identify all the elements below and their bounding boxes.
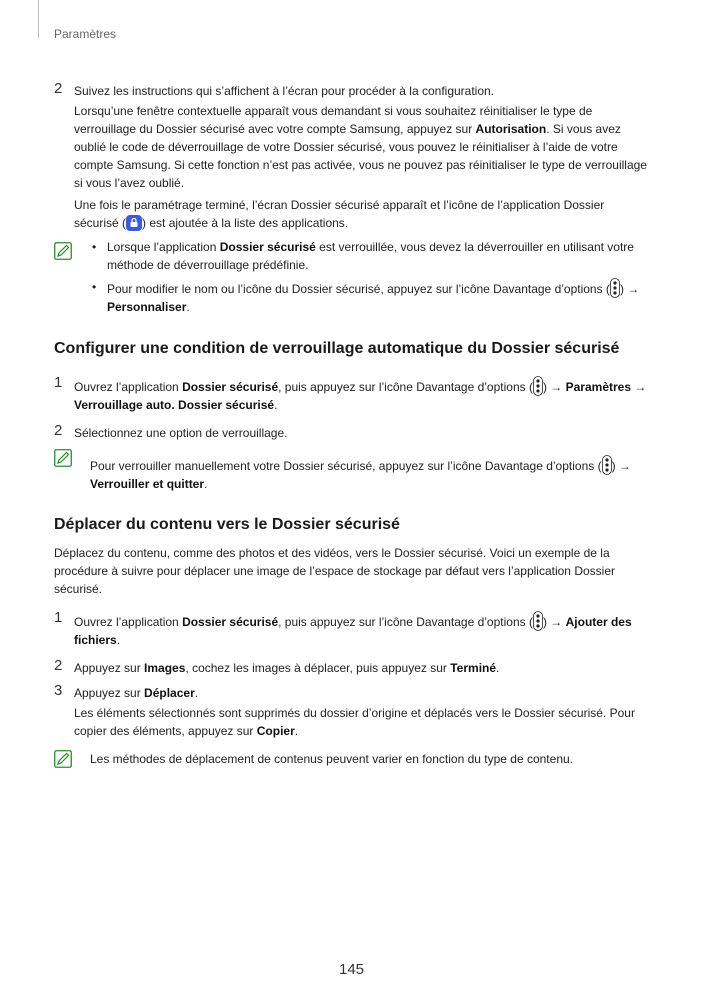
step-number: 2 [54, 80, 63, 97]
section-2-step-1: 1 Ouvrez l’application Dossier sécurisé, puis appuyez sur l’icône Davantage d’options ( ) → Paramètres → Verrouillage auto. Dossier sécurisé. [54, 374, 647, 412]
section-3-intro: Déplacez du contenu, comme des photos et des vidéos, vers le Dossier sécurisé. Voici un exemple de la procédure à suivre pour déplacer une image de l’espace de stockage par défaut vers l’application Dossier sécurisé. [54, 546, 615, 596]
note-3: Les méthodes de déplacement de contenus peuvent varier en fonction du type de contenu. [54, 750, 651, 768]
section-heading: Configurer une condition de verrouillage automatique du Dossier sécurisé [54, 340, 620, 357]
section-3-step-2: 2 Appuyez sur Images, cochez les images à déplacer, puis appuyez sur Terminé. [54, 657, 500, 675]
step-number: 3 [54, 682, 63, 699]
page-number: 145 [338, 961, 365, 978]
section-label: Paramètres [54, 27, 117, 41]
note-bullet: • Pour modifier le nom ou l’icône du Dossier sécurisé, appuyez sur l’icône Davantage d’options ( ) → Personnaliser. [92, 280, 640, 314]
step-number: 2 [54, 422, 63, 439]
step-text: Suivez les instructions qui s’affichent à l’écran pour procéder à la configuration. [74, 84, 495, 98]
more-options-icon [533, 376, 543, 396]
note-1 [54, 238, 651, 316]
more-options-icon [602, 455, 612, 475]
more-options-icon [533, 611, 543, 631]
setup-complete-paragraph: Une fois le paramétrage terminé, l’écran Dossier sécurisé apparaît et l’icône de l’application Dossier sécurisé ( ) est ajoutée à la liste des applications. [74, 198, 605, 230]
step-number: 1 [54, 374, 63, 391]
step-number: 1 [54, 609, 63, 626]
more-options-icon [610, 278, 620, 298]
note-bullet: • Lorsque l’application Dossier sécurisé est verrouillée, vous devez la déverrouiller en utilisant votre méthode de déverrouillage prédéfinie. [92, 240, 634, 272]
note-icon [54, 449, 72, 467]
section-3-step-1: 1 Ouvrez l’application Dossier sécurisé, puis appuyez sur l’icône Davantage d’options ( ) → Ajouter des fichiers. [54, 609, 632, 647]
note-icon [54, 750, 72, 768]
header-rule [38, 0, 39, 38]
step-2 [54, 82, 651, 232]
reset-paragraph: Lorsqu’une fenêtre contextuelle apparaît vous demandant si vous souhaitez réinitialiser le type de verrouillage du Dossier sécurisé avec votre compte Samsung, appuyez sur Autorisation. Si vous avez oublié le code de déverrouillage de votre Dossier sécurisé, vous pouvez le réinitialiser à l’aide de votre compte Samsung. Si cette fonction n’est pas activée, vous ne pouvez pas réinitialiser le type de verrouillage si vous l’avez oublié. [74, 104, 647, 190]
section-3-step-3: 3 Appuyez sur Déplacer. Les éléments sélectionnés sont supprimés du dossier d’origine et déplacés vers le Dossier sécurisé. Pour copier des éléments, appuyez sur Copier. [54, 684, 651, 740]
move-result-paragraph: Les éléments sélectionnés sont supprimés du dossier d’origine et déplacés vers le Dossier sécurisé. Pour copier des éléments, appuyez sur Copier. [74, 706, 635, 738]
step-2-block [54, 82, 651, 232]
note-icon [54, 242, 72, 260]
section-heading: Déplacer du contenu vers le Dossier sécurisé [54, 516, 400, 533]
step-number: 2 [54, 657, 63, 674]
note-2: Pour verrouiller manuellement votre Dossier sécurisé, appuyez sur l’icône Davantage d’options ( ) → Verrouiller et quitter. [54, 455, 651, 493]
section-2-step-2: 2 Sélectionnez une option de verrouillage. [54, 422, 288, 440]
secure-folder-app-icon [126, 215, 142, 231]
